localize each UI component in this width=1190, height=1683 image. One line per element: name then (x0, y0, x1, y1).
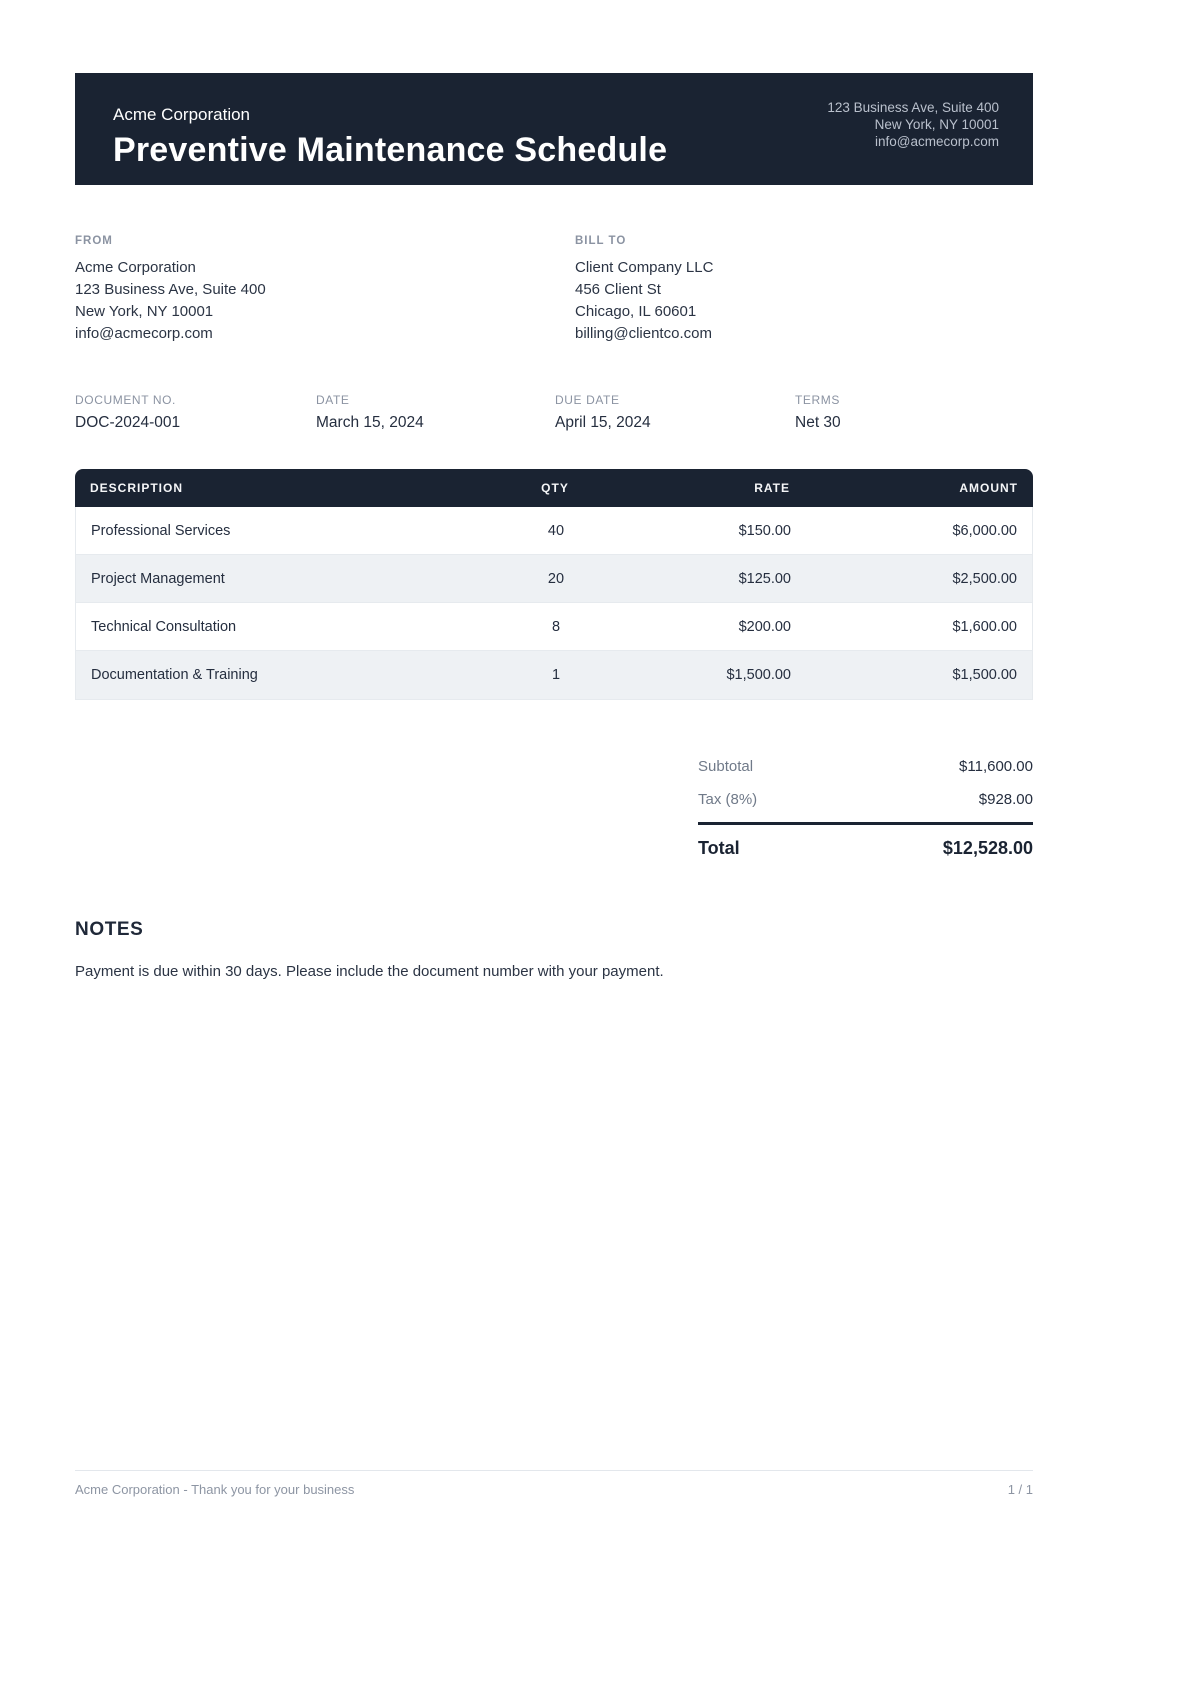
company-name: Acme Corporation (113, 105, 251, 125)
document-footer (75, 1470, 1033, 1497)
subtotal-row (698, 750, 1033, 783)
tax-value: $928.00 (978, 791, 1033, 808)
document-header-band (75, 73, 1033, 185)
subtotal-label: Subtotal (698, 758, 754, 775)
column-header-amount: AMOUNT (959, 481, 1018, 495)
header-address-line: 123 Business Ave, Suite 400 (827, 100, 999, 115)
tax-row (698, 783, 1033, 816)
bill-to-block (575, 235, 713, 345)
page-number: 1 / 1 (1007, 1482, 1033, 1497)
notes-section (75, 919, 1033, 983)
column-header-rate: RATE (754, 481, 790, 495)
cell-qty: 1 (551, 667, 561, 683)
line-items-table (75, 469, 1033, 700)
document-content (75, 0, 1033, 983)
table-row (76, 651, 1032, 699)
cell-amount: $1,600.00 (952, 618, 1017, 635)
cell-description: Documentation & Training (91, 667, 258, 683)
table-header-row (75, 469, 1033, 507)
meta-terms (795, 393, 841, 432)
header-address-line: New York, NY 10001 (874, 117, 999, 132)
document-title: Preventive Maintenance Schedule (113, 131, 668, 170)
bill-to-line: Chicago, IL 60601 (575, 303, 697, 320)
from-line: New York, NY 10001 (75, 303, 214, 320)
bill-to-line: Client Company LLC (575, 259, 714, 276)
cell-qty: 8 (551, 618, 561, 635)
meta-due-date (555, 393, 651, 432)
cell-rate: $1,500.00 (726, 667, 791, 683)
cell-description: Project Management (91, 570, 225, 587)
tax-label: Tax (8%) (698, 791, 758, 808)
table-row (76, 603, 1032, 651)
notes-text: Payment is due within 30 days. Please include the document number with your payment. (75, 963, 664, 980)
totals-block (698, 750, 1033, 867)
cell-qty: 40 (547, 522, 565, 539)
bill-to-label: BILL TO (575, 235, 627, 247)
from-label: FROM (75, 235, 113, 247)
table-row (76, 555, 1032, 603)
subtotal-value: $11,600.00 (959, 758, 1033, 775)
from-block (75, 235, 266, 345)
cell-qty: 20 (547, 570, 565, 587)
column-header-qty: QTY (541, 481, 569, 495)
total-value: $12,528.00 (942, 838, 1033, 858)
cell-description: Professional Services (91, 522, 231, 539)
meta-date-value: March 15, 2024 (316, 414, 424, 431)
total-row (698, 822, 1033, 867)
column-header-description: DESCRIPTION (90, 481, 184, 495)
from-line: info@acmecorp.com (75, 325, 213, 342)
bill-to-line: 456 Client St (575, 281, 661, 298)
cell-rate: $200.00 (738, 618, 791, 635)
cell-rate: $125.00 (738, 570, 791, 587)
cell-amount: $1,500.00 (952, 667, 1017, 683)
meta-due-date-value: April 15, 2024 (555, 414, 651, 431)
notes-heading: NOTES (75, 919, 144, 940)
cell-amount: $2,500.00 (952, 570, 1017, 587)
header-address-line: info@acmecorp.com (875, 134, 999, 149)
bill-to-line: billing@clientco.com (575, 325, 712, 342)
meta-document-no-value: DOC-2024-001 (75, 414, 181, 431)
from-line: 123 Business Ave, Suite 400 (75, 281, 266, 298)
footer-message: Acme Corporation - Thank you for your business (75, 1482, 355, 1497)
meta-date (316, 393, 424, 432)
cell-amount: $6,000.00 (952, 522, 1017, 539)
parties-section (75, 235, 1033, 355)
meta-terms-label: TERMS (795, 393, 840, 407)
meta-due-date-label: DUE DATE (555, 393, 620, 407)
meta-terms-value: Net 30 (795, 414, 841, 431)
cell-description: Technical Consultation (91, 618, 237, 635)
cell-rate: $150.00 (738, 522, 791, 539)
table-row (76, 507, 1032, 555)
header-left (113, 105, 667, 169)
meta-document-no-label: DOCUMENT NO. (75, 393, 176, 407)
header-company-address (827, 93, 999, 150)
document-meta-row (75, 393, 1033, 439)
total-label: Total (698, 838, 740, 858)
meta-document-no (75, 393, 180, 432)
meta-date-label: DATE (316, 393, 350, 407)
table-body (75, 507, 1033, 700)
from-line: Acme Corporation (75, 259, 196, 276)
